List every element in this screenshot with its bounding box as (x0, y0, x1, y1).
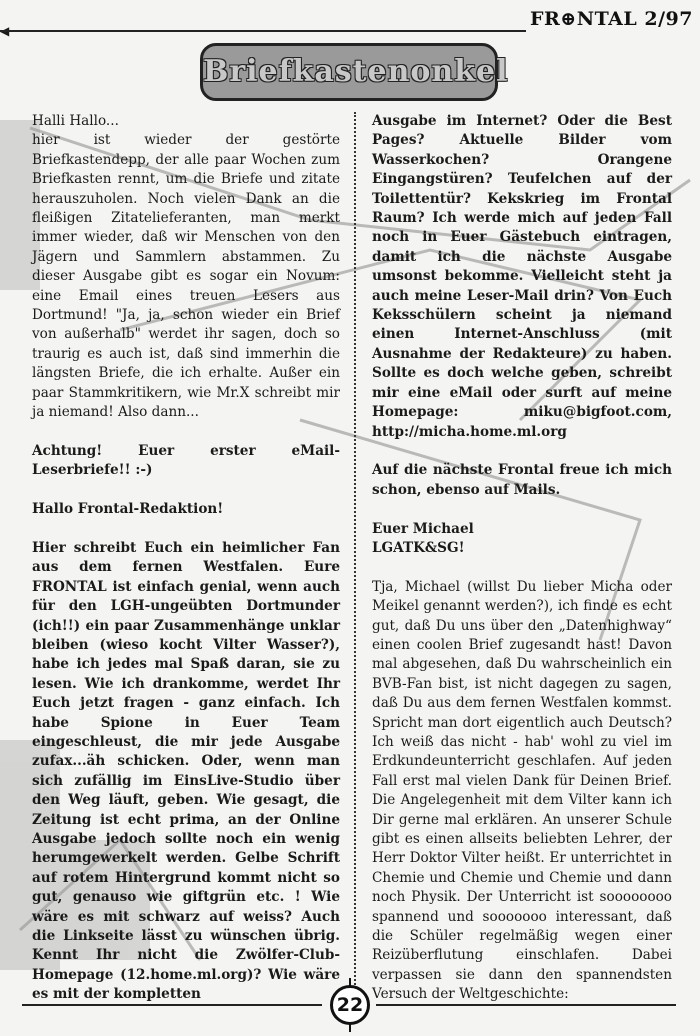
column-divider (354, 112, 356, 992)
footer-rule-left (22, 1004, 322, 1006)
intro-paragraph: Halli Hallo... hier ist wieder der gestörte Briefkastendepp, der alle paar Wochen zum Briefkasten rennt, um die Briefe und zitate herauszuholen. Noch vielen Dank an die fleißigen Zitatelieferanten, man merkt immer wieder, daß wir Menschen von den Jägern und Sammlern abstammen. Zu dieser Ausgabe gibt es sogar ein Novum: eine Email eines treuen Lesers aus Dortmund! "Ja, ja, schon wieder ein Brief von außerhalb" werdet ihr sagen, doch so traurig es auch ist, daß sind immerhin die längsten Briefe, die ich erhalte. Außer ein paar Stammkritikern, wie Mr.X schreibt mir ja niemand! Also dann... (32, 113, 340, 421)
section-banner (200, 43, 509, 101)
header-arrow-icon: ◀ (0, 24, 10, 38)
left-column (32, 112, 340, 1005)
header-rule (0, 30, 526, 32)
right-column (372, 112, 672, 1005)
letter-closing: Auf die nächste Frontal freue ich mich schon, ebenso auf Mails. (372, 462, 672, 498)
letter-salutation: Hallo Frontal-Redaktion! (32, 501, 224, 518)
footer-rule-right (376, 1004, 676, 1006)
letter-signature-tag: LGATK&SG! (372, 539, 465, 556)
section-title: Briefkastenonkel (203, 54, 509, 89)
page-number: 22 (330, 985, 370, 1025)
letter-signature-name: Euer Michael (372, 520, 474, 537)
masthead: FR⊕NTAL 2/97 (530, 8, 693, 30)
letter-body: Hier schreibt Euch ein heimlicher Fan aus dem fernen Westfalen. Eure FRONTAL ist einfach genial, wenn auch für den LGH-ungeübten Dortmunder (ich!!) ein paar Zusammenhänge unklar bleiben (wieso kocht Vilter Wasser?), habe ich jedes mal Spaß daran, sie zu lesen. Wie ich drankomme, werdet Ihr Euch jetzt fragen - ganz einfach. Ich habe Spione in Euer Team eingeschleust, die mir jede Ausgabe zufax...äh schicken. Oder, wenn man sich zufällig im EinsLive-Studio über den Weg läuft, geben. Wie gesagt, die Zeitung ist echt prima, an der Online Ausgabe jedoch sollte noch ein wenig herumgewerkelt werden. Gelbe Schrift auf rotem Hintergrund kommt nicht so gut, genauso wie giftgrün etc. ! Wie wäre es mit schwarz auf weiss? Auch die Linkseite lässt zu wünschen übrig. Kennt Ihr nicht die Zwölfer-Club-Homepage (12.home.ml.org)? Wie wäre es mit der kompletten (32, 539, 340, 1003)
letter-heading: Achtung! Euer erster eMail-Leserbriefe!! :-) (32, 442, 340, 479)
letter-body-continued: Ausgabe im Internet? Oder die Best Pages? Aktuelle Bilder vom Wasserkochen? Orangene Eingangstüren? Teufelchen auf der Toilettentür? Kekskrieg im Frontal Raum? Ich werde mich auf jeden Fall noch in Euer Gästebuch eintragen, damit ich die nächste Ausgabe umsonst bekomme. Vielleicht steht ja auch meine Leser-Mail drin? Von Euch Keksschülern scheint ja niemand einen Internet-Anschluss (mit Ausnahme der Redakteure) zu haben. Sollte es doch welche geben, schreibt mir eine eMail oder surft auf meine Homepage: miku@bigfoot.com, http://micha.home.ml.org (372, 113, 672, 440)
editor-reply: Tja, Michael (willst Du lieber Micha oder Meikel genannt werden?), ich finde es echt gut, daß Du uns über den „Datenhighway“ einen coolen Brief zugesandt hast! Davon mal abgesehen, daß Du wahrscheinlich ein BVB-Fan bist, ist nicht dagegen zu sagen, daß Du aus dem fernen Westfalen kommst. Spricht man dort eigentlich auch Deutsch? Ich weiß das nicht - hab' wohl zu viel im Erdkundeunterricht geschlafen. Auf jeden Fall erst mal vielen Dank für Deinen Brief. Die Angelegenheit mit dem Vilter kann ich Dir gerne mal erklären. An unserer Schule gibt es einen allseits beliebten Lehrer, der Herr Doktor Vilter heißt. Er unterrichtet in Chemie und Chemie und Chemie und dann noch Physik. Der Unterricht ist soooooooo spannend und sooooooo interessant, daß die Schüler regelmäßig wegen einer Reizüberflutung einschlafen. Dabei verpassen sie dann den spannendsten Versuch der Weltgeschichte: (372, 578, 672, 1003)
